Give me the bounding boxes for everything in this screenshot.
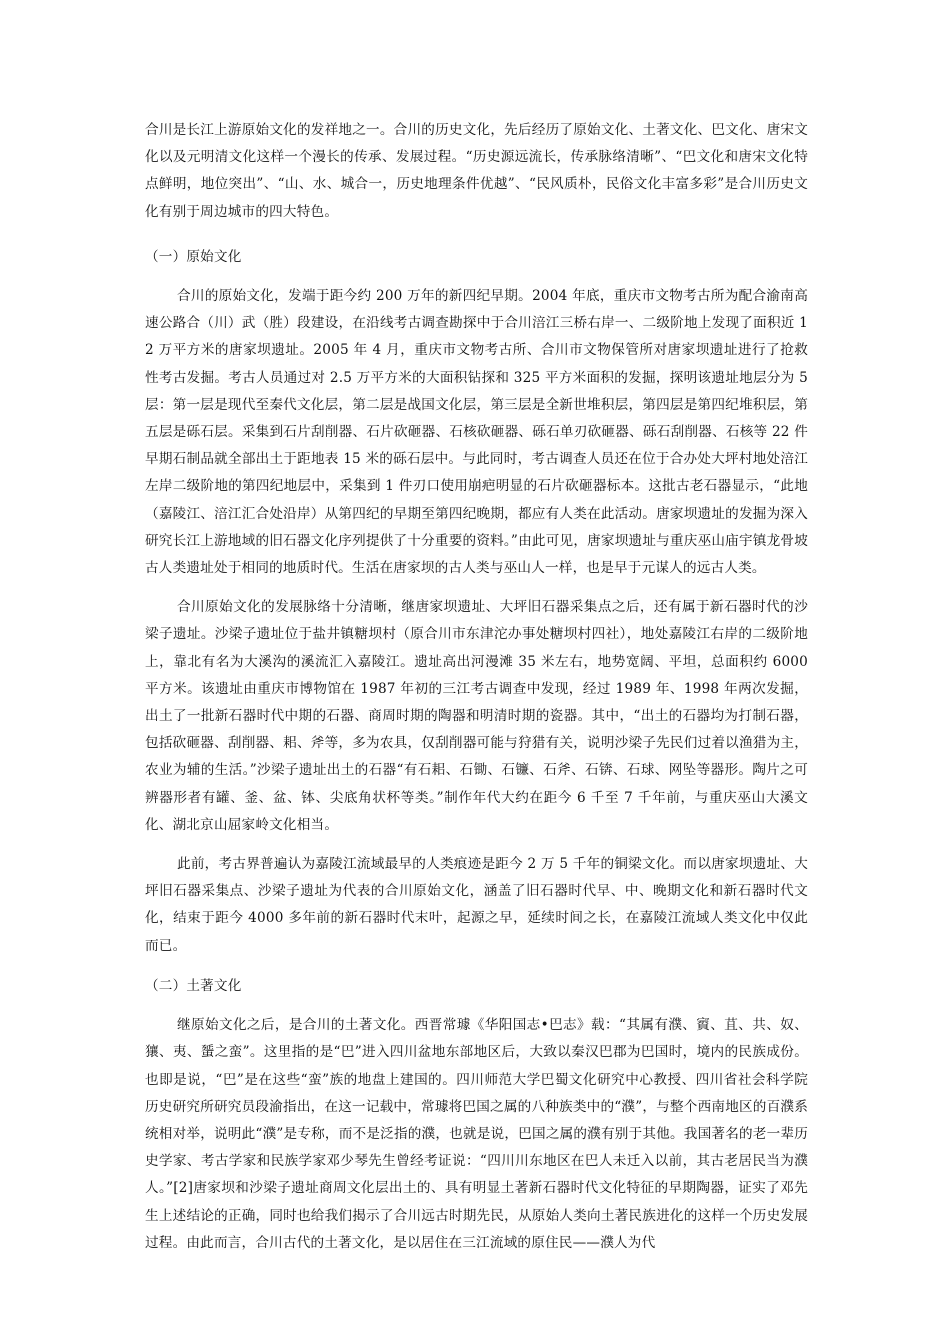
body-paragraph: 此前，考古界普遍认为嘉陵江流域最早的人类痕迹是距今 2 万 5 千年的铜梁文化。而以唐家坝遗址、大坪旧石器采集点、沙梁子遗址为代表的合川原始文化，涵盖了旧石器时代早、中、晚期文化和新石器时代文化，结束于距今 4000 多年前的新石器时代末叶，起源之早，延续时间之长，在嘉陵江流域人类文化中仅此而已。 [145,856,808,954]
document-page [145,117,808,1257]
section-heading-indigenous-culture: （二）土著文化 [145,977,242,994]
intro-paragraph: 合川是长江上游原始文化的发祥地之一。合川的历史文化，先后经历了原始文化、土著文化、巴文化、唐宋文化以及元明清文化这样一个漫长的传承、发展过程。“历史源远流长，传承脉络清晰”、“巴文化和唐宋文化特点鲜明，地位突出”、“山、水、城合一，历史地理条件优越”、“民风质朴，民俗文化丰富多彩”是合川历史文化有别于周边城市的四大特色。 [145,122,808,220]
body-paragraph: 合川的原始文化，发端于距今约 200 万年的新四纪早期。2004 年底，重庆市文物考古所为配合渝南高速公路合（川）武（胜）段建设，在沿线考古调查勘探中于合川涪江三桥右岸一、二级阶地上发现了面积近 12 万平方米的唐家坝遗址。2005 年 4 月，重庆市文物考古所、合川市文物保管所对唐家坝遗址进行了抢救性考古发掘。考古人员通过对 2.5 万平方米的大面积钻探和 325 平方米面积的发掘，探明该遗址地层分为 5 层：第一层是现代至秦代文化层，第二层是战国文化层，第三层是全新世堆积层，第四层是第四纪堆积层，第五层是砾石层。采集到石片刮削器、石片砍砸器、石核砍砸器、砾石单刃砍砸器、砾石刮削器、石核等 22 件早期石制品就全部出土于距地表 15 米的砾石层中。与此同时，考古调查人员还在位于合办处大坪村地处涪江左岸二级阶地的第四纪地层中，采集到 1 件刃口使用崩疤明显的石片砍砸器标本。这批古老石器显示，“此地（嘉陵江、涪江汇合处沿岸）从第四纪的早期至第四纪晚期，都应有人类在此活动。唐家坝遗址的发掘为深入研究长江上游地域的旧石器文化序列提供了十分重要的资料。”由此可见，唐家坝遗址与重庆巫山庙宇镇龙骨坡古人类遗址处于相同的地质时代。生活在唐家坝的古人类与巫山人一样，也是早于元谋人的远古人类。 [145,288,808,577]
section-heading-primitive-culture: （一）原始文化 [145,248,242,265]
body-paragraph: 合川原始文化的发展脉络十分清晰，继唐家坝遗址、大坪旧石器采集点之后，还有属于新石器时代的沙梁子遗址。沙梁子遗址位于盐井镇糖坝村（原合川市东津沱办事处糖坝村四社），地处嘉陵江右岸的二级阶地上，靠北有名为大溪沟的溪流汇入嘉陵江。遗址高出河漫滩 35 米左右，地势宽阔、平坦，总面积约 6000 平方米。该遗址由重庆市博物馆在 1987 年初的三江考古调查中发现，经过 1989 年、1998 年两次发掘，出土了一批新石器时代中期的石器、商周时期的陶器和明清时期的瓷器。其中，“出土的石器均为打制石器，包括砍砸器、刮削器、耜、斧等，多为农具，仅刮削器可能与狩猎有关，说明沙梁子先民们过着以渔猎为主，农业为辅的生活。”沙梁子遗址出土的石器“有石耜、石锄、石镰、石斧、石锛、石球、网坠等器形。陶片之可辨器形者有罐、釜、盆、钵、尖底角状杯等类。”制作年代大约在距今 6 千至 7 千年前，与重庆巫山大溪文化、湖北京山屈家岭文化相当。 [145,599,808,833]
body-paragraph: 继原始文化之后，是合川的土著文化。西晋常璩《华阳国志•巴志》载：“其属有濮、賨、苴、共、奴、獽、夷、蜑之蛮”。这里指的是“巴”进入四川盆地东部地区后，大致以秦汉巴郡为巴国时，境内的民族成份。也即是说，“巴”是在这些“蛮”族的地盘上建国的。四川师范大学巴蜀文化研究中心教授、四川省社会科学院历史研究所研究员段渝指出，在这一记载中，常璩将巴国之属的八种族类中的“濮”，与整个西南地区的百濮系统相对举，说明此“濮”是专称，而不是泛指的濮，也就是说，巴国之属的濮有别于其他。我国著名的老一辈历史学家、考古学家和民族学家邓少琴先生曾经考证说：“四川川东地区在巴人未迁入以前，其古老居民当为濮人。”[2]唐家坝和沙梁子遗址商周文化层出土的、具有明显土著新石器时代文化特征的早期陶器，证实了邓先生上述结论的正确，同时也给我们揭示了合川远古时期先民，从原始人类向土著民族进化的这样一个历史发展过程。由此而言，合川古代的土著文化，是以居住在三江流域的原住民——濮人为代 [145,1017,808,1251]
